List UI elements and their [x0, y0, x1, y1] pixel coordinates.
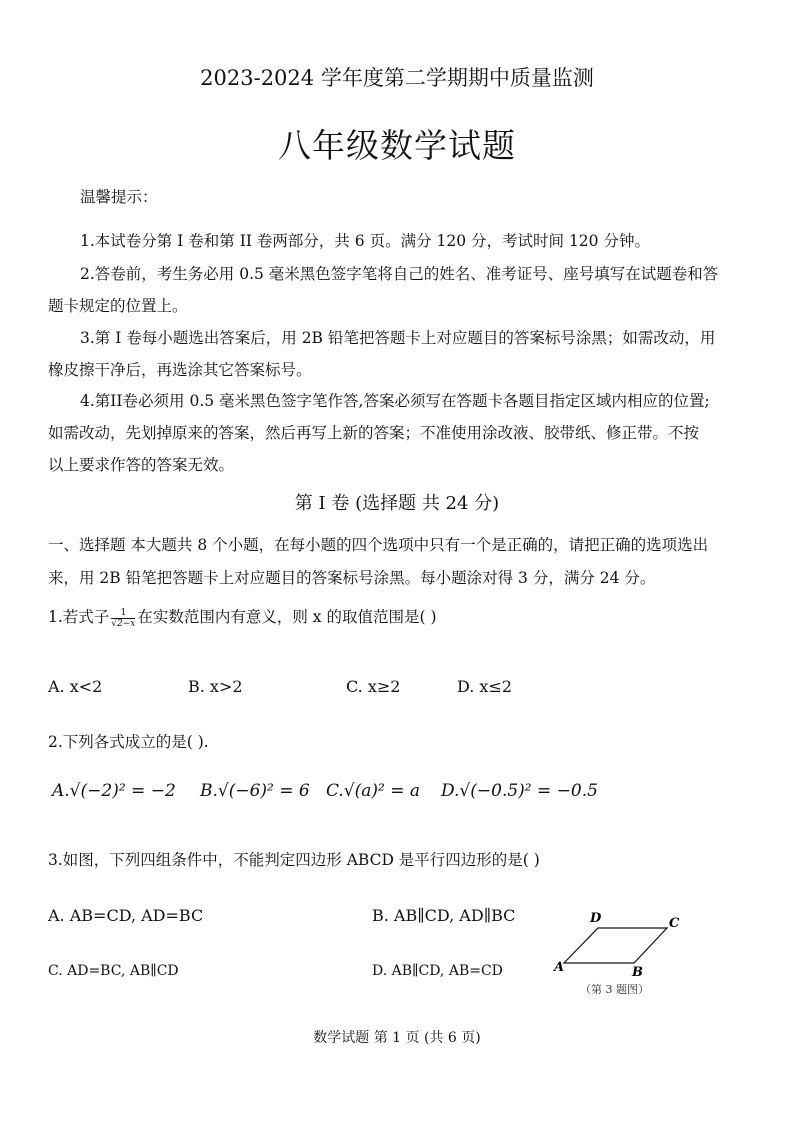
q1-option-a: A. x<2 — [48, 677, 103, 696]
exam-header: 2023-2024 学年度第二学期期中质量监测 — [200, 66, 594, 90]
vertex-label-d: D — [590, 911, 602, 926]
q2-option-a: A.√(−2)² = −2 — [52, 781, 176, 801]
q3-option-b: B. AB∥CD, AD∥BC — [372, 906, 516, 925]
q1-option-c: C. x≥2 — [346, 677, 401, 696]
notice-line-5: 橡皮擦干净后，再选涂其它答案标号。 — [48, 361, 312, 379]
q1-frac-denominator: √2−x — [111, 618, 136, 629]
q1-prefix: 1.若式子 — [48, 608, 110, 626]
q2-option-c: C.√(a)² = a — [326, 781, 421, 801]
q1-suffix: 在实数范围内有意义，则 x 的取值范围是( ) — [137, 608, 437, 626]
notice-line-4: 3.第 I 卷每小题选出答案后，用 2B 铅笔把答题卡上对应题目的答案标号涂黑；如需改动，用 — [80, 329, 716, 347]
vertex-label-b: B — [632, 965, 643, 980]
notice-line-8: 以上要求作答的答案无效。 — [48, 456, 235, 474]
notice-line-2: 2.答卷前，考生务必用 0.5 毫米黑色签字笔将自己的姓名、准考证号、座号填写在试题卷和答 — [80, 265, 719, 283]
section-instruction-1: 一、选择题 本大题共 8 个小题，在每小题的四个选项中只有一个是正确的，请把正确的选项选出 — [48, 536, 709, 554]
q2-stem: 2.下列各式成立的是( ). — [48, 733, 209, 751]
exam-title: 八年级数学试题 — [278, 126, 516, 165]
vertex-label-c: C — [669, 916, 680, 931]
notice-heading: 温馨提示： — [80, 188, 158, 206]
q1-fraction — [111, 608, 135, 629]
notice-line-3: 题卡规定的位置上。 — [48, 297, 188, 315]
vertex-label-a: A — [554, 960, 565, 975]
section-title: 第 I 卷 (选择题 共 24 分) — [294, 493, 500, 514]
page-footer: 数学试题 第 1 页 (共 6 页) — [313, 1030, 481, 1046]
notice-line-1: 1.本试卷分第 I 卷和第 II 卷两部分，共 6 页。满分 120 分，考试时间 120 分钟。 — [80, 232, 650, 250]
q3-option-d: D. AB∥CD, AB=CD — [372, 963, 503, 979]
q1-stem — [48, 605, 437, 629]
q2-option-b: B.√(−6)² = 6 — [200, 781, 310, 801]
q1-option-b: B. x>2 — [188, 677, 243, 696]
q3-stem: 3.如图，下列四组条件中，不能判定四边形 ABCD 是平行四边形的是( ) — [48, 851, 540, 869]
section-instruction-2: 来，用 2B 铅笔把答题卡上对应题目的答案标号涂黑。每小题涂对得 3 分，满分 24 分。 — [48, 569, 656, 587]
q3-option-a: A. AB=CD, AD=BC — [48, 906, 204, 925]
parallelogram-shape — [564, 928, 667, 963]
figure-caption: （第 3 题图） — [580, 983, 649, 996]
q1-frac-numerator: 1 — [111, 608, 135, 619]
q1-option-d: D. x≤2 — [457, 677, 513, 696]
q2-option-d: D.√(−0.5)² = −0.5 — [441, 781, 598, 801]
notice-line-7: 如需改动，先划掉原来的答案，然后再写上新的答案；不准使用涂改液、胶带纸、修正带。不按 — [48, 424, 700, 442]
parallelogram-figure — [550, 905, 690, 1000]
notice-line-6: 4.第II卷必须用 0.5 毫米黑色签字笔作答,答案必须写在答题卡各题目指定区域内相应的位置; — [80, 392, 710, 410]
q3-option-c: C. AD=BC, AB∥CD — [48, 963, 179, 979]
